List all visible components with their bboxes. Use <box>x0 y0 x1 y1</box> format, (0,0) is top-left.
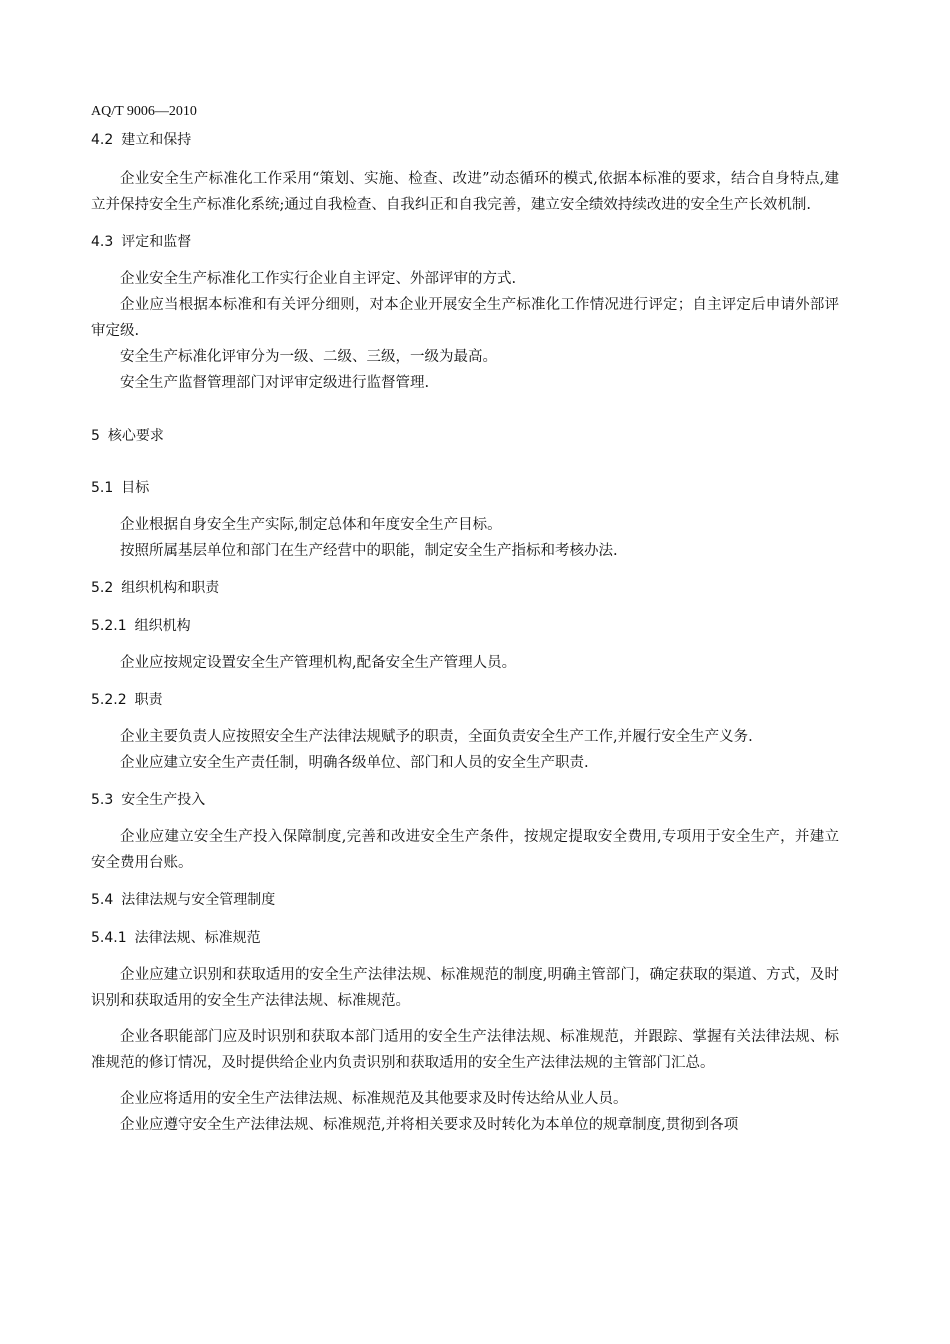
section-heading-5-1 <box>91 476 839 500</box>
section-number: 5.4 <box>91 892 114 908</box>
paragraph: 企业安全生产标准化工作实行企业自主评定、外部评审的方式. <box>120 271 517 287</box>
section-number: 4.2 <box>91 132 114 148</box>
paragraph: 企业应建立安全生产责任制，明确各级单位、部门和人员的安全生产职责. <box>120 755 589 771</box>
section-heading-5-4 <box>91 888 839 912</box>
paragraph: 企业各职能部门应及时识别和获取本部门适用的安全生产法律法规、标准规范，并跟踪、掌握有关法律法规、标准规范的修订情况，及时提供给企业内负责识别和获取适用的安全生产法律法规的主管部门汇总。 <box>91 1029 839 1071</box>
section-heading-5-2 <box>91 576 839 600</box>
standard-code: AQ/T 9006—2010 <box>91 104 197 119</box>
paragraph: 安全生产标准化评审分为一级、二级、三级，一级为最高。 <box>120 349 497 365</box>
section-title: 职责 <box>134 692 163 708</box>
section-number: 5.2 <box>91 580 114 596</box>
section-title: 核心要求 <box>107 428 164 444</box>
section-heading-5-2-2 <box>91 688 839 712</box>
section-number: 5.2.2 <box>91 692 127 708</box>
section-heading-4-3 <box>91 230 839 254</box>
section-heading-5 <box>91 424 839 448</box>
section-number: 5.3 <box>91 792 114 808</box>
section-number: 4.3 <box>91 234 114 250</box>
section-title: 评定和监督 <box>121 234 192 250</box>
section-title: 法律法规、标准规范 <box>134 930 261 946</box>
section-heading-4-2 <box>91 128 839 152</box>
paragraph: 企业主要负责人应按照安全生产法律法规赋予的职责，全面负责安全生产工作,并履行安全生产义务. <box>120 729 753 745</box>
paragraph: 企业安全生产标准化工作采用“策划、实施、检查、改进”动态循环的模式,依据本标准的要求，结合自身特点,建立并保持安全生产标准化系统;通过自我检查、自我纠正和自我完善，建立安全绩效持续改进的安全生产长效机制. <box>91 171 839 213</box>
paragraph: 企业应按规定设置安全生产管理机构,配备安全生产管理人员。 <box>120 655 517 671</box>
section-heading-5-3 <box>91 788 839 812</box>
paragraph: 安全生产监督管理部门对评审定级进行监督管理. <box>120 375 430 391</box>
section-title: 目标 <box>121 480 150 496</box>
paragraph: 企业应将适用的安全生产法律法规、标准规范及其他要求及时传达给从业人员。 <box>120 1091 628 1107</box>
section-title: 组织机构和职责 <box>121 580 220 596</box>
document-body <box>91 128 839 1138</box>
section-number: 5.2.1 <box>91 618 127 634</box>
paragraph: 按照所属基层单位和部门在生产经营中的职能，制定安全生产指标和考核办法. <box>120 543 618 559</box>
section-title: 组织机构 <box>134 618 191 634</box>
section-heading-5-2-1 <box>91 614 839 638</box>
section-title: 安全生产投入 <box>121 792 206 808</box>
section-title: 法律法规与安全管理制度 <box>121 892 276 908</box>
paragraph: 企业应当根据本标准和有关评分细则，对本企业开展安全生产标准化工作情况进行评定；自主评定后申请外部评审定级. <box>91 297 839 339</box>
section-heading-5-4-1 <box>91 926 839 950</box>
paragraph: 企业应遵守安全生产法律法规、标准规范,并将相关要求及时转化为本单位的规章制度,贯彻到各项 <box>120 1117 739 1133</box>
paragraph: 企业应建立安全生产投入保障制度,完善和改进安全生产条件，按规定提取安全费用,专项用于安全生产，并建立安全费用台账。 <box>91 829 839 871</box>
section-title: 建立和保持 <box>121 132 192 148</box>
paragraph: 企业根据自身安全生产实际,制定总体和年度安全生产目标。 <box>120 517 502 533</box>
paragraph: 企业应建立识别和获取适用的安全生产法律法规、标准规范的制度,明确主管部门，确定获取的渠道、方式，及时识别和获取适用的安全生产法律法规、标准规范。 <box>91 967 839 1009</box>
section-number: 5.4.1 <box>91 930 127 946</box>
section-number: 5 <box>91 428 100 444</box>
section-number: 5.1 <box>91 480 114 496</box>
